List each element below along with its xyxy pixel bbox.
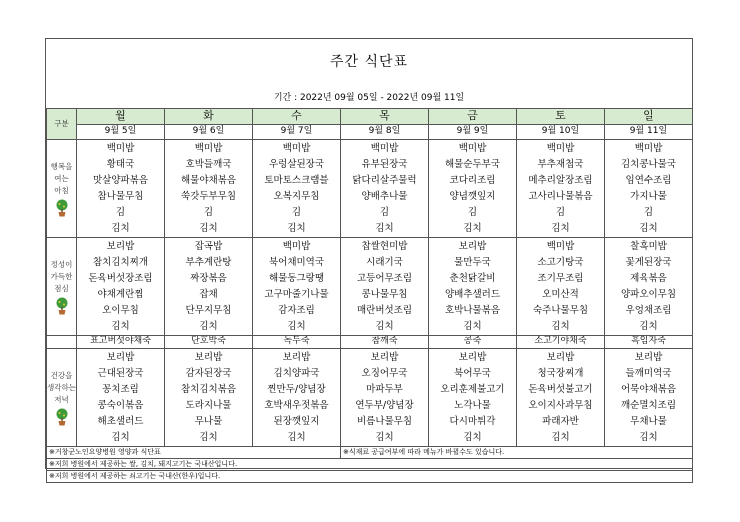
menu-item: 김 xyxy=(291,207,302,218)
menu-item: 고구마줄기나물 xyxy=(264,289,329,300)
meal-row xyxy=(47,238,693,336)
menu-item: 김 xyxy=(555,207,566,218)
note-left: ※저희 병원에서 제공하는 쌀, 김치, 돼지고기는 국내산입니다. xyxy=(47,459,693,471)
menu-item: 잡채 xyxy=(199,289,218,300)
menu-item: 오이무침 xyxy=(102,305,139,316)
menu-item: 보리밥 xyxy=(106,241,135,252)
menu-item: 보리밥 xyxy=(546,352,575,363)
menu-item: 연두부/양념장 xyxy=(355,400,414,411)
menu-item: 찰흑미밥 xyxy=(630,241,667,252)
menu-item: 꽃게된장국 xyxy=(625,257,672,268)
porridge-row xyxy=(47,336,693,349)
menu-item: 김치 xyxy=(375,321,394,332)
menu-item: 잡곡밥 xyxy=(194,241,223,252)
menu-item: 들깨미역국 xyxy=(625,368,672,379)
menu-cell xyxy=(253,238,341,336)
day-date: 9월 9일 xyxy=(429,125,517,140)
menu-item: 김치 xyxy=(463,223,482,234)
porridge-item: 콩죽 xyxy=(429,336,517,349)
menu-item: 돈육버섯장조림 xyxy=(88,273,153,284)
section-label: 구분 xyxy=(47,109,77,140)
day-name: 토 xyxy=(517,109,605,125)
menu-item: 김치 xyxy=(199,432,218,443)
meal-label-line: 가득한 xyxy=(50,271,73,281)
menu-cell xyxy=(517,349,605,447)
day-name: 일 xyxy=(605,109,693,125)
menu-item: 해물야채볶음 xyxy=(180,175,237,186)
menu-item: 보리밥 xyxy=(194,352,223,363)
menu-item: 김치양파국 xyxy=(273,368,320,379)
meal-label-line: 여는 xyxy=(54,173,69,183)
note-left: ※저희 병원에서 제공하는 쇠고기는 국내산(한우)입니다. xyxy=(47,471,693,483)
day-date: 9월 6일 xyxy=(165,125,253,140)
potted-tree-icon xyxy=(55,297,69,315)
day-name: 금 xyxy=(429,109,517,125)
menu-item: 부추계란탕 xyxy=(185,257,232,268)
menu-item: 김치 xyxy=(463,321,482,332)
menu-item: 김 xyxy=(115,207,126,218)
meal-label-line: 건강을 xyxy=(50,370,73,380)
menu-cell xyxy=(77,238,165,336)
menu-item: 우렁살된장국 xyxy=(268,159,325,170)
menu-cell xyxy=(77,349,165,447)
menu-item: 어묵야채볶음 xyxy=(620,384,677,395)
header-day-row xyxy=(47,109,693,125)
menu-item: 김 xyxy=(643,207,654,218)
menu-item: 쑥갓두부무침 xyxy=(180,191,237,202)
menu-item: 김치 xyxy=(111,432,130,443)
menu-item: 야채계란찜 xyxy=(97,289,144,300)
menu-item: 김치 xyxy=(375,223,394,234)
menu-item: 조기무조림 xyxy=(537,273,584,284)
menu-item: 도라지나물 xyxy=(185,400,232,411)
menu-frame xyxy=(45,38,693,480)
menu-item: 소고기탕국 xyxy=(537,257,584,268)
menu-item: 보리밥 xyxy=(458,352,487,363)
meal-label-line: 행복을 xyxy=(50,161,73,171)
menu-item: 찹쌀현미밥 xyxy=(361,241,408,252)
menu-item: 깨순멸치조림 xyxy=(620,400,677,411)
menu-item: 맛살양파볶음 xyxy=(92,175,149,186)
menu-item: 김치 xyxy=(551,432,570,443)
day-date: 9월 11일 xyxy=(605,125,693,140)
menu-cell xyxy=(165,349,253,447)
menu-item: 된장깻잎지 xyxy=(273,416,320,427)
menu-item: 호박새우젓볶음 xyxy=(264,400,329,411)
menu-item: 임연수조림 xyxy=(625,175,672,186)
menu-item: 메추리알장조림 xyxy=(528,175,593,186)
menu-item: 김 xyxy=(379,207,390,218)
menu-item: 해초샐러드 xyxy=(97,416,144,427)
period-text: 기간 : 2022년 09월 05일 - 2022년 09월 11일 xyxy=(273,93,465,103)
menu-item: 우엉채조림 xyxy=(625,305,672,316)
menu-item: 유부된장국 xyxy=(361,159,408,170)
header-date-row xyxy=(47,125,693,140)
menu-item: 감자된장국 xyxy=(185,368,232,379)
menu-cell xyxy=(429,349,517,447)
meal-label xyxy=(47,238,77,336)
menu-item: 보리밥 xyxy=(370,352,399,363)
menu-item: 코다리조림 xyxy=(449,175,496,186)
menu-item: 김 xyxy=(203,207,214,218)
menu-item: 파래자반 xyxy=(542,416,579,427)
porridge-item: 녹두죽 xyxy=(253,336,341,349)
menu-item: 호박들깨국 xyxy=(185,159,232,170)
menu-cell xyxy=(605,349,693,447)
menu-item: 백미밥 xyxy=(194,143,223,154)
meal-label xyxy=(47,140,77,238)
menu-item: 제육볶음 xyxy=(630,273,667,284)
menu-item: 김치 xyxy=(639,321,658,332)
menu-item: 콩숙이볶음 xyxy=(97,400,144,411)
day-date: 9월 5일 xyxy=(77,125,165,140)
day-date: 9월 7일 xyxy=(253,125,341,140)
meal-label-line: 점심 xyxy=(54,283,69,293)
menu-item: 비름나물무침 xyxy=(356,416,413,427)
menu-item: 참나물무침 xyxy=(97,191,144,202)
menu-item: 보리밥 xyxy=(282,352,311,363)
menu-table xyxy=(46,108,693,483)
porridge-item: 참깨죽 xyxy=(341,336,429,349)
day-name: 월 xyxy=(77,109,165,125)
menu-item: 양념깻잎지 xyxy=(449,191,496,202)
note-right: ※식재료 공급여부에 따라 메뉴가 바뀔수도 있습니다. xyxy=(341,447,693,459)
menu-cell xyxy=(429,140,517,238)
menu-item: 가지나물 xyxy=(630,191,667,202)
menu-cell xyxy=(165,238,253,336)
menu-item: 김치 xyxy=(375,432,394,443)
note-row xyxy=(47,459,693,471)
menu-item: 김치 xyxy=(199,321,218,332)
menu-item: 김치 xyxy=(639,223,658,234)
meal-label-line: 저녁 xyxy=(54,394,69,404)
meal-label-line: 생각하는 xyxy=(47,382,76,392)
menu-item: 백미밥 xyxy=(546,143,575,154)
menu-item: 백미밥 xyxy=(370,143,399,154)
menu-item: 김치 xyxy=(199,223,218,234)
menu-item: 참치김치볶음 xyxy=(180,384,237,395)
meal-label xyxy=(47,349,77,447)
note-row xyxy=(47,447,693,459)
menu-item: 돈육버섯불고기 xyxy=(528,384,593,395)
menu-item: 황태국 xyxy=(106,159,135,170)
meal-row xyxy=(47,349,693,447)
menu-item: 감자조림 xyxy=(278,305,315,316)
menu-cell xyxy=(429,238,517,336)
menu-item: 김치 xyxy=(551,223,570,234)
menu-item: 무채나물 xyxy=(630,416,667,427)
menu-cell xyxy=(341,349,429,447)
menu-item: 참치김치찌개 xyxy=(92,257,149,268)
menu-item: 해물동그랑땡 xyxy=(268,273,325,284)
menu-item: 북어채미역국 xyxy=(268,257,325,268)
menu-item: 청국장찌개 xyxy=(537,368,584,379)
menu-item: 보리밥 xyxy=(458,241,487,252)
menu-item: 백미밥 xyxy=(106,143,135,154)
meal-label-line: 아침 xyxy=(54,185,69,195)
menu-item: 양파오이무침 xyxy=(620,289,677,300)
menu-item: 해물순두부국 xyxy=(444,159,501,170)
menu-item: 오이지사과무침 xyxy=(528,400,593,411)
menu-item: 백미밥 xyxy=(546,241,575,252)
menu-item: 김치 xyxy=(287,223,306,234)
menu-item: 김치 xyxy=(111,321,130,332)
potted-tree-icon xyxy=(55,408,69,426)
menu-item: 김치 xyxy=(551,321,570,332)
menu-item: 닭다리살주물럭 xyxy=(352,175,417,186)
menu-cell xyxy=(253,349,341,447)
menu-item: 물만두국 xyxy=(454,257,491,268)
menu-item: 고사리나물볶음 xyxy=(528,191,593,202)
menu-item: 백미밥 xyxy=(634,143,663,154)
menu-cell xyxy=(605,238,693,336)
menu-item: 콩나물무침 xyxy=(361,289,408,300)
menu-item: 숙주나물무침 xyxy=(532,305,589,316)
menu-item: 김치 xyxy=(287,321,306,332)
menu-item: 백미밥 xyxy=(458,143,487,154)
menu-item: 오미산적 xyxy=(542,289,579,300)
menu-item: 근대된장국 xyxy=(97,368,144,379)
menu-cell xyxy=(517,140,605,238)
menu-item: 김치 xyxy=(111,223,130,234)
day-date: 9월 8일 xyxy=(341,125,429,140)
menu-item: 오리훈제불고기 xyxy=(440,384,505,395)
menu-item: 무나물 xyxy=(194,416,223,427)
day-name: 수 xyxy=(253,109,341,125)
menu-item: 찐만두/양념장 xyxy=(267,384,326,395)
menu-cell xyxy=(341,140,429,238)
porridge-label-cell xyxy=(47,336,77,349)
menu-cell xyxy=(605,140,693,238)
note-left: ※거창군노인요양병원 영양과 식단표 xyxy=(47,447,341,459)
menu-cell xyxy=(77,140,165,238)
menu-item: 김치 xyxy=(287,432,306,443)
porridge-item: 흑임자죽 xyxy=(605,336,693,349)
menu-item: 시래기국 xyxy=(366,257,403,268)
menu-item: 백미밥 xyxy=(282,143,311,154)
menu-item: 김 xyxy=(467,207,478,218)
menu-item: 김치 xyxy=(639,432,658,443)
menu-item: 오징어무국 xyxy=(361,368,408,379)
menu-item: 양배추샐러드 xyxy=(444,289,501,300)
menu-cell xyxy=(165,140,253,238)
menu-item: 짜장볶음 xyxy=(190,273,227,284)
menu-item: 매란버섯조림 xyxy=(356,305,413,316)
menu-cell xyxy=(341,238,429,336)
day-date: 9월 10일 xyxy=(517,125,605,140)
menu-item: 김치콩나물국 xyxy=(620,159,677,170)
menu-item: 춘천닭갈비 xyxy=(449,273,496,284)
porridge-item: 표고버섯야채죽 xyxy=(77,336,165,349)
potted-tree-icon xyxy=(55,199,69,217)
note-row xyxy=(47,471,693,483)
menu-cell xyxy=(253,140,341,238)
menu-item: 김치 xyxy=(463,432,482,443)
day-name: 화 xyxy=(165,109,253,125)
porridge-item: 소고기야채죽 xyxy=(517,336,605,349)
menu-item: 보리밥 xyxy=(634,352,663,363)
menu-item: 꽁치조림 xyxy=(102,384,139,395)
menu-item: 오복지무침 xyxy=(273,191,320,202)
meal-row xyxy=(47,140,693,238)
menu-item: 북어무국 xyxy=(454,368,491,379)
porridge-item: 단호박죽 xyxy=(165,336,253,349)
menu-item: 마파두부 xyxy=(366,384,403,395)
menu-item: 호박나물볶음 xyxy=(444,305,501,316)
menu-item: 토마토스크램블 xyxy=(264,175,329,186)
menu-item: 백미밥 xyxy=(282,241,311,252)
menu-item: 고등어무조림 xyxy=(356,273,413,284)
meal-label-line: 정성이 xyxy=(50,259,73,269)
page-title: 주간 식단표 xyxy=(329,54,409,70)
day-name: 목 xyxy=(341,109,429,125)
menu-item: 노각나물 xyxy=(454,400,491,411)
menu-item: 보리밥 xyxy=(106,352,135,363)
menu-item: 부추재첩국 xyxy=(537,159,584,170)
menu-item: 단무지무침 xyxy=(185,305,232,316)
menu-item: 양배추나물 xyxy=(361,191,408,202)
menu-cell xyxy=(517,238,605,336)
menu-item: 다시마튀각 xyxy=(449,416,496,427)
